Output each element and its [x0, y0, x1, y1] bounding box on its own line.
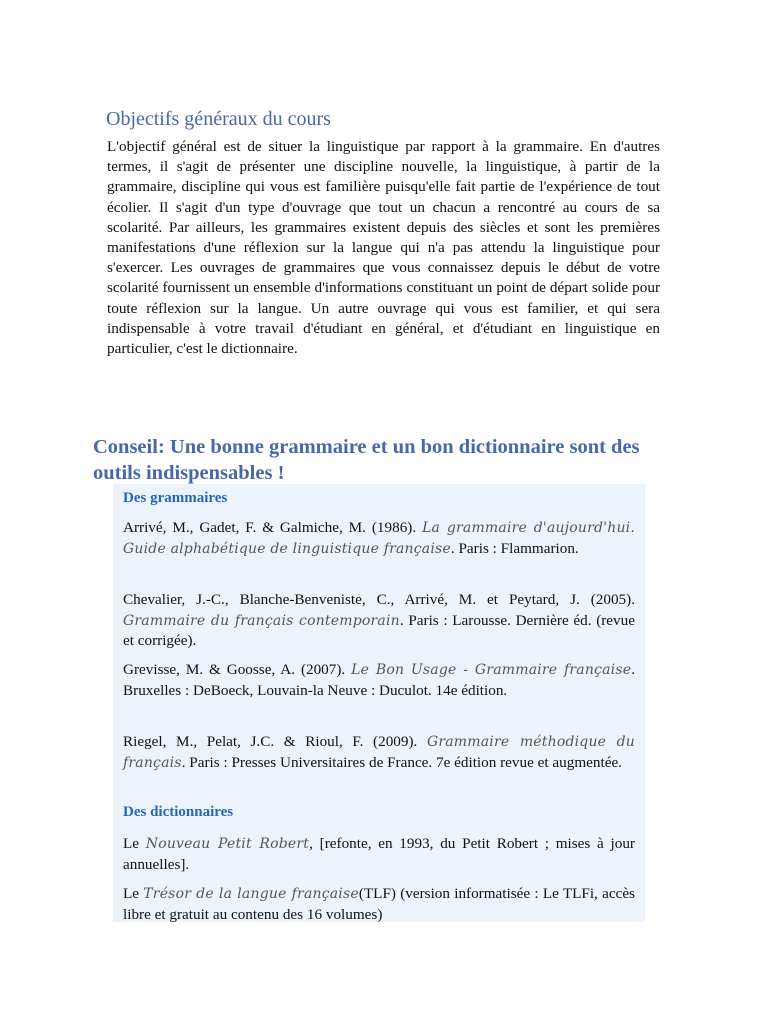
- entry-authors: Arrivé, M., Gadet, F. & Galmiche, M. (1986).: [123, 519, 423, 536]
- grammaire-entry: [123, 660, 635, 701]
- entry-title: Le Bon Usage - Grammaire française: [351, 662, 632, 678]
- entry-title: La grammaire d'aujourd'hui. Guide alphabétique de linguistique française: [123, 520, 635, 557]
- conseil-text: Une bonne grammaire et un bon dictionnaire sont des outils indispensables !: [93, 436, 640, 484]
- entry-title: Grammaire méthodique du français: [123, 734, 635, 771]
- bibliography-box: [113, 484, 645, 922]
- entry-details: , [refonte, en 1993, du Petit Robert ; mises à jour annuelles].: [123, 835, 635, 873]
- objectifs-paragraph: L'objectif général est de situer la linguistique par rapport à la grammaire. En d'autres termes, il s'agit de présenter une discipline nouvelle, la linguistique, à partir de la grammaire, discipline qui vous est familière puisqu'elle fait partie de l'expérience de tout écolier. Il s'agit d'un type d'ouvrage que tout un chacun a rencontré au cours de sa scolarité. Par ailleurs, les grammaires existent depuis des siècles et sont les premières manifestations d'une réflexion sur la langue qui n'a pas attendu la linguistique pour s'exercer. Les ouvrages de grammaires que vous connaissez depuis le début de votre scolarité fournissent un ensemble d'informations constituant un point de départ solide pour toute réflexion sur la langue. Un autre ouvrage qui vous est familier, et qui sera indispensable à votre travail d'étudiant en général, et d'étudiant en linguistique en particulier, c'est le dictionnaire.: [107, 138, 660, 358]
- entry-authors: Riegel, M., Pelat, J.C. & Rioul, F. (2009).: [123, 733, 427, 750]
- grammaire-entry: [123, 590, 635, 652]
- entry-details: (TLF) (version informatisée : Le TLFi, accès libre et gratuit au contenu des 16 volumes): [123, 885, 635, 923]
- entry-authors: Grevisse, M. & Goosse, A. (2007).: [123, 661, 352, 678]
- entry-title: Grammaire du français contemporain: [123, 612, 400, 629]
- entry-prefix: Le: [123, 885, 144, 902]
- conseil-callout: [93, 434, 683, 486]
- dictionnaire-entry: [123, 834, 635, 875]
- grammaires-heading: Des grammaires: [123, 490, 228, 506]
- entry-title: Nouveau Petit Robert: [145, 836, 310, 852]
- entry-publisher: . Paris : Presses Universitaires de France. 7e édition revue et augmentée.: [181, 753, 622, 771]
- entry-prefix: Le: [123, 835, 146, 852]
- entry-publisher: . Paris : Flammarion.: [450, 539, 579, 557]
- dictionnaires-heading: Des dictionnaires: [123, 804, 234, 820]
- grammaire-entry: [123, 518, 635, 559]
- grammaire-entry: [123, 732, 635, 773]
- conseil-colon: :: [157, 436, 165, 458]
- conseil-label: Conseil: [93, 436, 158, 458]
- objectifs-title: Objectifs généraux du cours: [106, 108, 331, 130]
- entry-title: Trésor de la langue française: [143, 886, 359, 902]
- dictionnaire-entry: [123, 884, 635, 925]
- entry-publisher: . Bruxelles : DeBoeck, Louvain-la Neuve : Duculot. 14e édition.: [123, 661, 636, 699]
- entry-authors: Chevalier, J.-C., Blanche-Benveniste, C., Arrivé, M. et Peytard, J. (2005).: [123, 591, 635, 608]
- entry-publisher: . Paris : Larousse. Dernière éd. (revue et corrigée).: [123, 611, 635, 649]
